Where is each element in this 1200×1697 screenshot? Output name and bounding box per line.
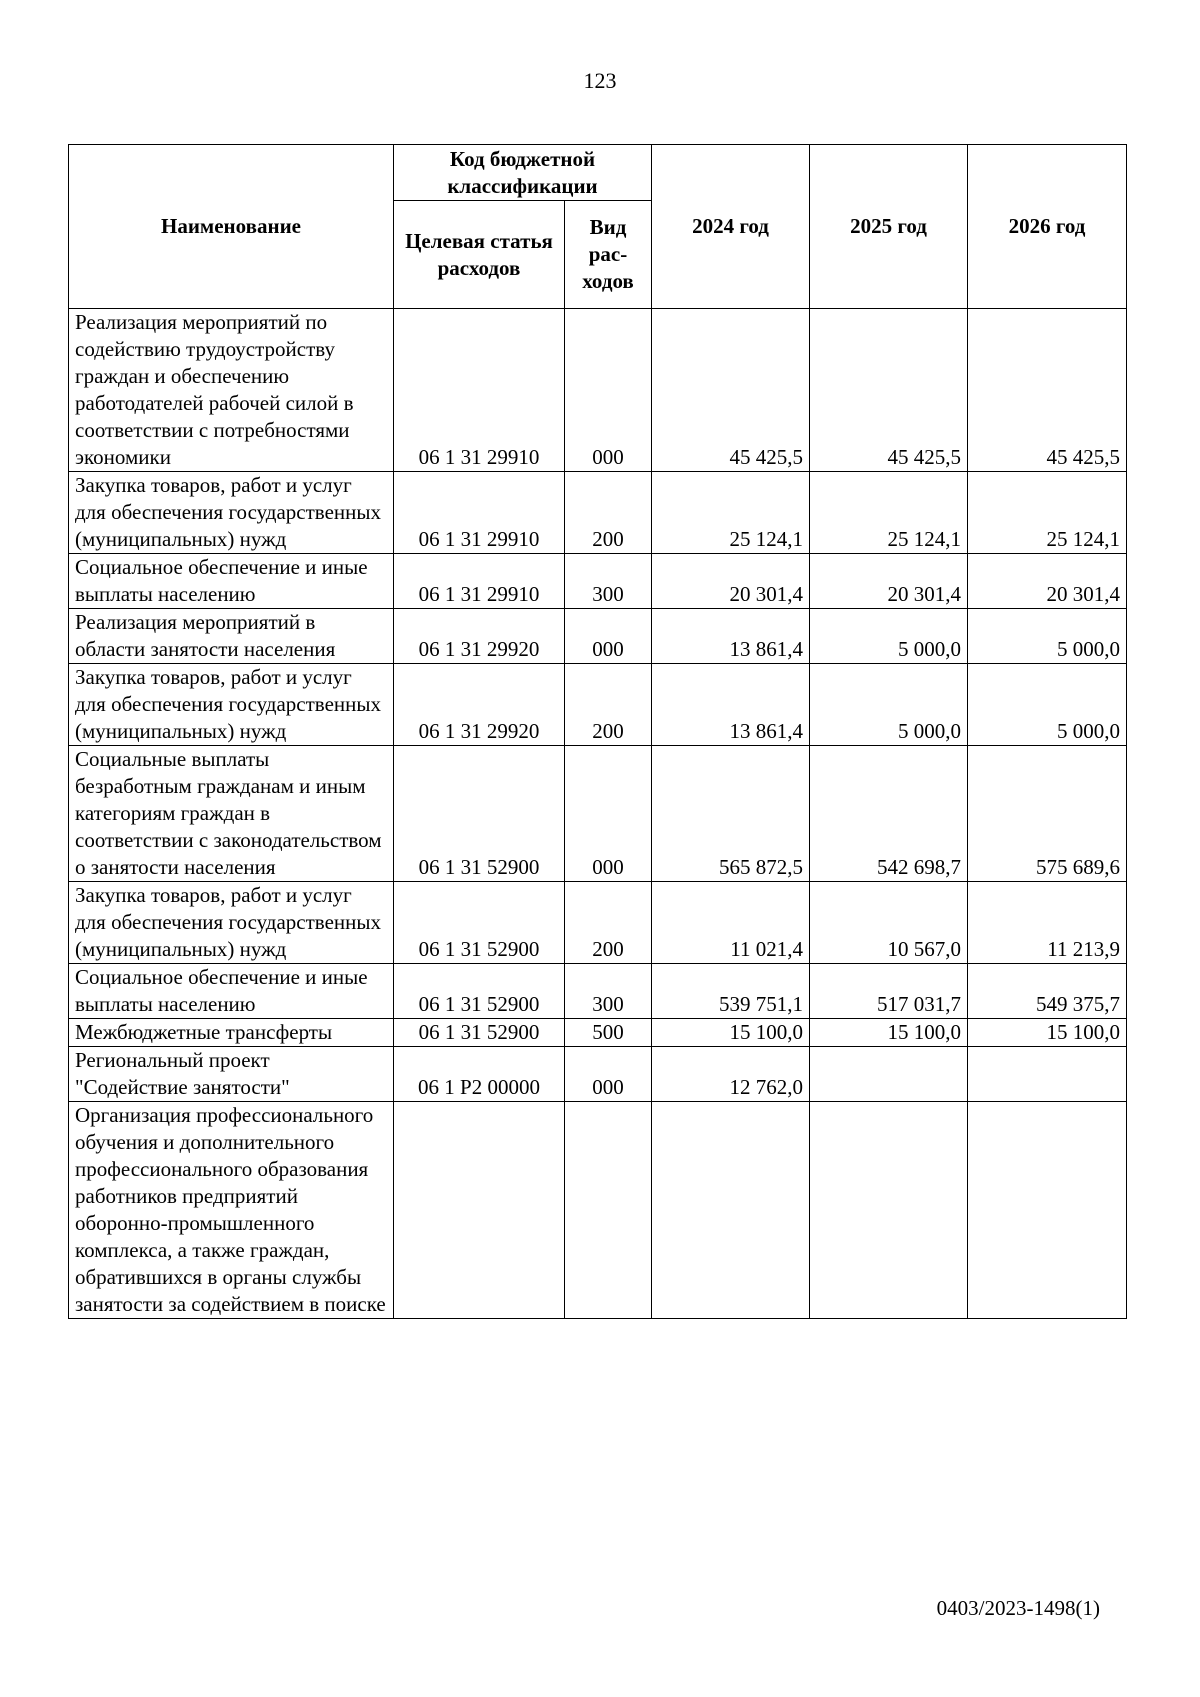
row-2026: 549 375,7: [968, 964, 1127, 1019]
table-body: [69, 309, 1127, 1319]
table-row: [69, 746, 1127, 882]
row-2026: 11 213,9: [968, 882, 1127, 964]
row-2025: 10 567,0: [810, 882, 968, 964]
row-name: Закупка товаров, работ и услуг для обеспечения государственных (муниципальных) нужд: [69, 472, 394, 554]
row-name: Межбюджетные трансферты: [69, 1019, 394, 1047]
row-code: 06 1 31 52900: [394, 964, 565, 1019]
row-2025: [810, 1102, 968, 1319]
row-2024: 565 872,5: [652, 746, 810, 882]
row-code: 06 1 31 52900: [394, 746, 565, 882]
row-kind: 300: [565, 964, 652, 1019]
row-name: Социальное обеспечение и иные выплаты населению: [69, 964, 394, 1019]
row-kind: 200: [565, 664, 652, 746]
row-name: Организация профессионального обучения и дополнительного профессионального образования работников предприятий оборонно-промышленного комплекса, а также граждан, обратившихся в органы службы занятости за содействием в поиске: [69, 1102, 394, 1319]
table-row: [69, 1019, 1127, 1047]
row-code: 06 1 31 29910: [394, 554, 565, 609]
table-row: [69, 1047, 1127, 1102]
table-row: [69, 554, 1127, 609]
row-code: 06 1 31 29910: [394, 472, 565, 554]
row-name: Социальные выплаты безработным гражданам и иным категориям граждан в соответствии с законодательством о занятости населения: [69, 746, 394, 882]
row-2024: 539 751,1: [652, 964, 810, 1019]
row-name: Региональный проект "Содействие занятости": [69, 1047, 394, 1102]
row-code: 06 1 31 29920: [394, 609, 565, 664]
row-2025: [810, 1047, 968, 1102]
header-year-2024: 2024 год: [652, 145, 810, 309]
row-kind: 300: [565, 554, 652, 609]
row-2024: 25 124,1: [652, 472, 810, 554]
row-2024: 11 021,4: [652, 882, 810, 964]
table-row: [69, 964, 1127, 1019]
row-2025: 25 124,1: [810, 472, 968, 554]
budget-table: [68, 144, 1127, 1319]
row-code: 06 1 31 29920: [394, 664, 565, 746]
header-name: Наименование: [69, 145, 394, 309]
row-kind: 000: [565, 609, 652, 664]
header-target-article: Целевая статья расходов: [394, 201, 565, 309]
row-code: [394, 1102, 565, 1319]
row-2026: [968, 1047, 1127, 1102]
row-2025: 45 425,5: [810, 309, 968, 472]
row-name: Социальное обеспечение и иные выплаты населению: [69, 554, 394, 609]
row-2024: 45 425,5: [652, 309, 810, 472]
header-expense-kind: Вид рас-ходов: [565, 201, 652, 309]
header-year-2025: 2025 год: [810, 145, 968, 309]
row-2025: 15 100,0: [810, 1019, 968, 1047]
row-2024: 15 100,0: [652, 1019, 810, 1047]
row-2025: 542 698,7: [810, 746, 968, 882]
row-2024: 12 762,0: [652, 1047, 810, 1102]
row-code: 06 1 31 29910: [394, 309, 565, 472]
row-2026: 575 689,6: [968, 746, 1127, 882]
row-2025: 20 301,4: [810, 554, 968, 609]
row-2026: 5 000,0: [968, 609, 1127, 664]
row-kind: 500: [565, 1019, 652, 1047]
row-code: 06 1 P2 00000: [394, 1047, 565, 1102]
row-name: Закупка товаров, работ и услуг для обеспечения государственных (муниципальных) нужд: [69, 664, 394, 746]
row-code: 06 1 31 52900: [394, 1019, 565, 1047]
row-code: 06 1 31 52900: [394, 882, 565, 964]
row-name: Реализация мероприятий в области занятости населения: [69, 609, 394, 664]
header-code-group: Код бюджетной классификации: [394, 145, 652, 201]
row-kind: 000: [565, 746, 652, 882]
row-name: Закупка товаров, работ и услуг для обеспечения государственных (муниципальных) нужд: [69, 882, 394, 964]
table-row: [69, 309, 1127, 472]
row-kind: 200: [565, 472, 652, 554]
row-2024: 20 301,4: [652, 554, 810, 609]
row-kind: 200: [565, 882, 652, 964]
row-2024: 13 861,4: [652, 664, 810, 746]
row-2025: 5 000,0: [810, 609, 968, 664]
document-code: 0403/2023-1498(1): [936, 1596, 1100, 1620]
header-year-2026: 2026 год: [968, 145, 1127, 309]
row-2025: 5 000,0: [810, 664, 968, 746]
row-name: Реализация мероприятий по содействию трудоустройству граждан и обеспечению работодателей рабочей силой в соответствии с потребностями экономики: [69, 309, 394, 472]
row-2024: 13 861,4: [652, 609, 810, 664]
table-row: [69, 609, 1127, 664]
row-2026: 5 000,0: [968, 664, 1127, 746]
table-row: [69, 882, 1127, 964]
row-2025: 517 031,7: [810, 964, 968, 1019]
table-row: [69, 472, 1127, 554]
row-2026: 25 124,1: [968, 472, 1127, 554]
row-2026: 45 425,5: [968, 309, 1127, 472]
row-2024: [652, 1102, 810, 1319]
row-2026: 20 301,4: [968, 554, 1127, 609]
table-row: [69, 664, 1127, 746]
table-row: [69, 1102, 1127, 1319]
row-kind: 000: [565, 309, 652, 472]
row-2026: 15 100,0: [968, 1019, 1127, 1047]
row-kind: 000: [565, 1047, 652, 1102]
page-number: 123: [583, 68, 617, 93]
row-2026: [968, 1102, 1127, 1319]
row-kind: [565, 1102, 652, 1319]
